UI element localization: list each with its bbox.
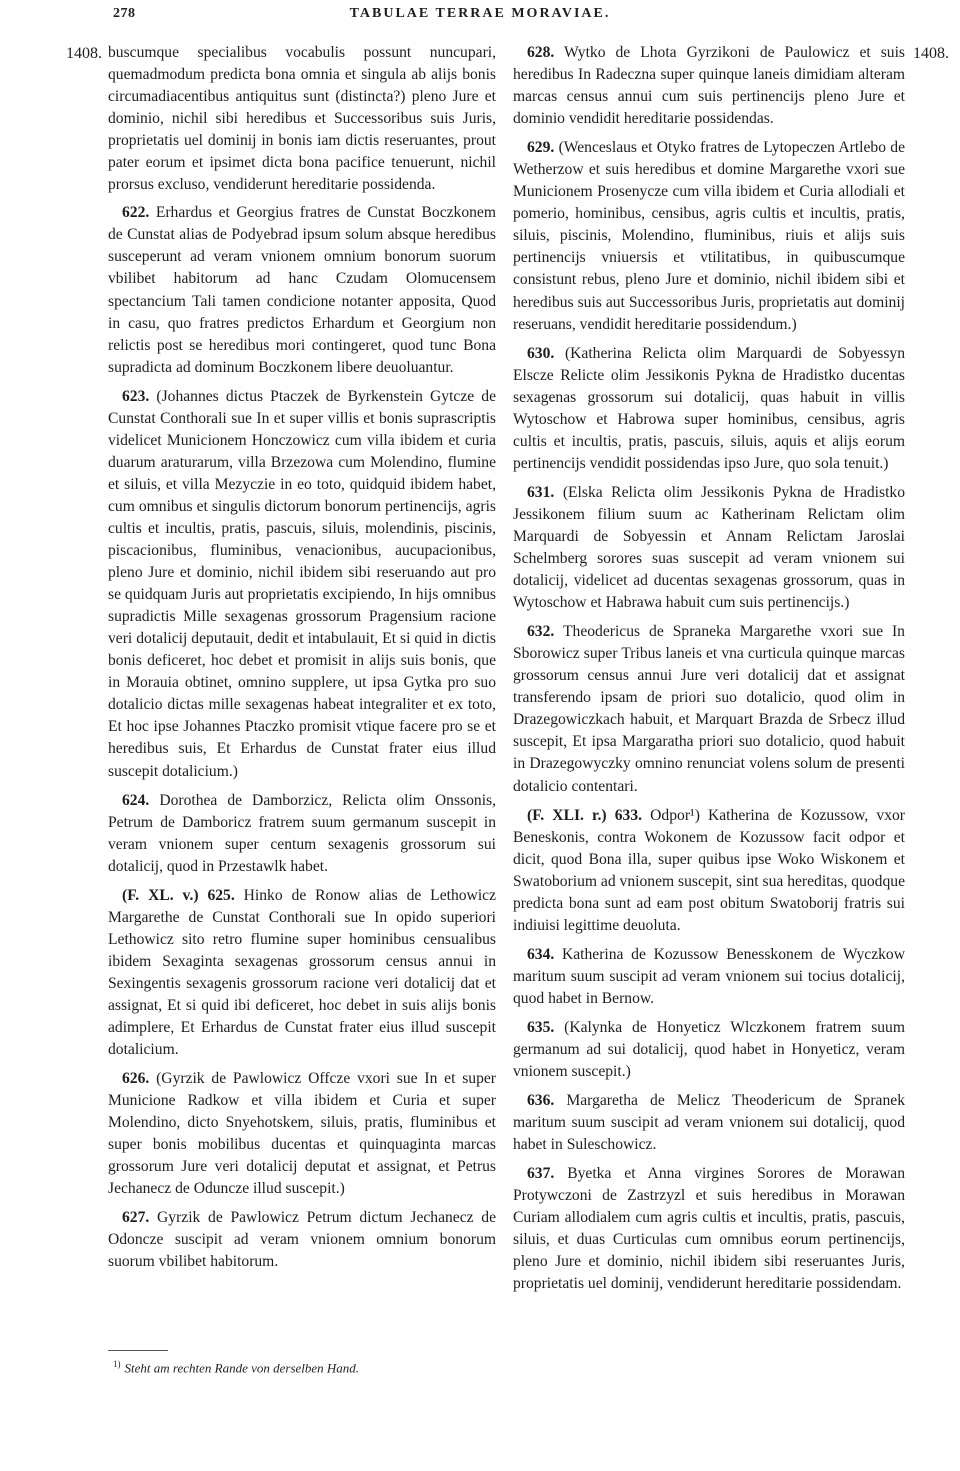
paragraph (108, 386, 496, 783)
paragraph-number: 637. (527, 1165, 555, 1183)
running-title: TABULAE TERRAE MORAVIAE. (349, 6, 611, 21)
paragraph-number: 627. (122, 1209, 150, 1227)
paragraph (513, 343, 905, 475)
paragraph (108, 1207, 496, 1273)
paragraph-text: buscumque specialibus vocabulis possunt nuncupari, quemadmodum predicta bona omnia et singula ab alijs bonis circumadiacentibus antiquitus sunt (distincta?) pleno Jure et dominio, nichil sibi heredibus et Successoribus suis Juris, proprietatis uel dominij in bonis iam dictis reseruantes, prout pater eorum et ipsimet dicta bona pacifice tenuerunt, nichil prorsus excluso, vendiderunt hereditarie possidenda. (108, 44, 496, 194)
paragraph-text: (Kalynka de Honyeticz Wlczkonem fratrem suum germanum ad sui dotalicij, quod habet in Honyeticz, veram vnionem suscepit.) (513, 1018, 905, 1081)
paragraph-number: 635. (527, 1018, 555, 1036)
paragraph (513, 944, 905, 1010)
paragraph-number: 624. (122, 791, 150, 809)
footnote (113, 1359, 359, 1376)
paragraph-number: 629. (527, 139, 555, 157)
paragraph-text: Wytko de Lhota Gyrzikoni de Paulowicz et suis heredibus In Radeczna super quinque laneis dimidiam alteram marcas census annui cum suis pertinencijs pleno Jure et dominio vendidit hereditarie possidendas. (513, 44, 905, 128)
paragraph-number: 634. (527, 945, 555, 963)
year-margin-left: 1408. (66, 45, 102, 62)
paragraph-number: 628. (527, 44, 555, 61)
paragraph-text: (Gyrzik de Pawlowicz Offcze vxori sue In et super Municione Radkow et villa ibidem et Curia et super Molendino, dicto Snyehotskem, siluis, pratis, fluminibus et super bonis mobilibus ducentas et quinquaginta marcas grossorum Jure veri dotalicij deputat et assignat, et Petrus Jechanecz de Oduncze illud suscepit.) (108, 1070, 497, 1198)
footnote-marker: 1) (113, 1359, 121, 1369)
paragraph-text: Odpor¹) Katherina de Kozussow, vxor Beneskonis, contra Wokonem de Kozussow facit odpor et dicit, quod Bona illa, super quibus ipse Woko Wiskonem et Swatoborium ad vnionem suscepit, sint sua hereditas, quodque predicta bona sunt ad eam post obitum Swatoborij fratris sui indiuisi legittime deuoluta. (513, 806, 905, 934)
paragraph (108, 202, 496, 378)
paragraph-number: 631. (527, 483, 555, 501)
paragraph (513, 805, 905, 937)
paragraph (513, 621, 905, 797)
paragraph-text: Gyrzik de Pawlowicz Petrum dictum Jechanecz de Odoncze suscipit ad veram vnionem omnium bonorum suorum vbilibet habitorum. (108, 1209, 496, 1271)
paragraph-text: (Wenceslaus et Otyko fratres de Lytopeczen Artlebo de Wetherzow et suis heredibus et domine Margarethe vxori sue Municionem Prosenycze cum villa ibidem et Curia allodiali et pomerio, hominibus, censibus, agris cultis et incultis, pratis, siluis, piscinis, Molendino, fluminibus, riuis et alijs suis pertinencijs vniuersis et vtilitatibus, in quibuscumque consistunt rebus, pleno Jure et dominio, nichil ibidem sibi et heredibus suis aut Successoribus Juris, proprietatis aut dominij reseruans, vendidit hereditarie possidendum.) (513, 139, 906, 333)
paragraph (513, 482, 905, 614)
paragraph-text: (Johannes dictus Ptaczek de Byrkenstein Gytcze de Cunstat Conthorali sue In et super villis et bonis suprascriptis videlicet Municionem Honczowicz cum villa ibidem et curia duarum araturarum, villa Brzezowa cum Molendino, flumine et siluis, et villa Mezyczie in eo toto, quidquid ibidem habet, cum omnibus et singulis dictorum bonorum pertinencijs, agris cultis et incultis, pratis, pascuis, siluis, molendinis, piscinis, piscacionibus, fluminibus, venacionibus, aucupacionibus, pleno Jure et dominio, nichil ibidem sibi reseruando aut pro se quidquam Juris aut proprietatis excipiendo, In hijs omnibus supradictis Mille sexagenas grossorum Pragensium racione veri dotalicij deputauit, dedit et intabulauit, Et si quid in dictis bonis deficeret, hoc debet et promisit in alijs suis bonis, que in Morauia obtinet, omnino supplere, ut ipsa Gytka pro suo dotalicio dictas mille sexagenas habeat integraliter et ex toto, Et hoc ipse Johannes Ptaczko promisit vtique facere pro se et heredibus suis, Et Erhardus de Cunstat frater eius illud suscepit dotalicium.) (108, 387, 496, 780)
page-number: 278 (113, 6, 136, 21)
right-column (513, 42, 905, 1303)
year-margin-right: 1408. (913, 45, 949, 62)
paragraph-text: Erhardus et Georgius fratres de Cunstat Boczkonem de Cunstat alias de Podyebrad ipsum solum absque heredibus susceperunt ad veram vnionem omnium bonorum suorum vbilibet habitorum ad hanc Czudam Olomucensem spectancium Tali tamen condicione notanter apposita, Quod in casu, quo fratres predictos Erhardum et Georgium non relictis post se heredibus mori contingeret, quod tunc Bona supradicta ad dominum Boczkonem libere deuoluantur. (108, 204, 496, 376)
paragraph (513, 1017, 905, 1083)
paragraph-text: (Elska Relicta olim Jessikonis Pykna de Hradistko Jessikonem filium suum ac Katherinam Relictam olim Marquardi de Sobyessin et Annam Relictam Jaroslai Schelmberg sorores suas suscepit ad veram vnionem sui dotalicij, videlicet ad ducentas sexagenas grossorum, quas in Wytoschow et Habrawa habuit cum suis pertinencijs.) (513, 483, 905, 612)
paragraph-number: 630. (527, 344, 555, 362)
paragraph-text: Theodericus de Spraneka Margarethe vxori sue In Sborowicz super Tribus laneis et vna curticula quinque marcas grossorum census annui Jure veri dotalicij dat et assignat transferendo ipsam de priori suo dotalicio, quod olim in Drazegowiczkach habuit, et Marquart Brazda de Srbecz illud suscepit, Et ipsa Margaratha priori suo dotalicio, quod habuit in Drazegowyczky omnino renunciat volens solum de presenti dotalicio contentari. (513, 623, 905, 795)
paragraph-text: Margaretha de Melicz Theodericum de Spranek maritum suum suscipit ad veram vnionem sui dotalicij, quod habet in Suleschowicz. (513, 1092, 905, 1154)
footnote-text: Steht am rechten Rande von derselben Hand. (124, 1360, 360, 1376)
paragraph (513, 137, 905, 335)
paragraph-number: 636. (527, 1092, 555, 1110)
paragraph-text: Dorothea de Damborzicz, Relicta olim Onssonis, Petrum de Damboricz fratrem suum germanum suscepit in veram vnionem super centum sexagenis grossorum sui dotalicij, quod in Przestawlk habet. (108, 791, 496, 875)
paragraph (108, 885, 496, 1061)
paragraph (108, 42, 496, 196)
paragraph-text: Hinko de Ronow alias de Lethowicz Margarethe de Cunstat Conthorali sue In opido superiori Lethowicz sito retro flumine super hominibus censualibus ibidem Sexaginta sexagenas grossorum census annui in Sexingentis sexagenis grossorum racione veri dotalicij dat et assignat, Et si quid ibi deficeret, hoc debet in suis alijs bonis adimplere, Et Erhardus de Cunstat frater eius illud suscepit dotalicium. (108, 886, 496, 1059)
paragraph (513, 1163, 905, 1295)
paragraph-number: (F. XL. v.) 625. (122, 886, 235, 904)
paragraph-number: 623. (122, 387, 150, 405)
paragraph-text: (Katherina Relicta olim Marquardi de Sobyessyn Elscze Relicte olim Jessikonis Pykna de Hradistko ducentas sexagenas grossorum sui dotalicij, quas habuit in villis Wytoschow et Habrowa super hominibus, censibus, agris cultis et incultis, pratis, pascuis, siluis, aquis et alijs eorum pertinencijs vendidit possidendas ipso Jure, quo sola tenuit.) (513, 344, 905, 472)
paragraph-text: Byetka et Anna virgines Sorores de Morawan Protywczoni de Zastrzyzl et suis heredibus in Morawan Curiam allodialem cum agris cultis et incultis, pratis, pascuis, siluis, et duas Curticulas cum omnibus eorum pertinencijs, pleno Jure et dominio, nichil ibidem sibi reseruantes Juris, proprietatis uel dominij, vendiderunt hereditarie possidendam. (513, 1165, 905, 1293)
left-column (108, 42, 496, 1281)
paragraph (108, 1068, 496, 1200)
paragraph-number: (F. XLI. r.) 633. (527, 806, 643, 824)
paragraph-number: 622. (122, 204, 150, 222)
footnote-divider (108, 1350, 168, 1351)
paragraph-text: Katherina de Kozussow Benesskonem de Wyczkow maritum suum suscipit ad veram vnionem sui tocius dotalicij, quod habet in Bernow. (513, 945, 905, 1007)
paragraph (513, 42, 905, 130)
paragraph (108, 790, 496, 878)
paragraph-number: 632. (527, 623, 555, 641)
paragraph (513, 1090, 905, 1156)
paragraph-number: 626. (122, 1070, 150, 1088)
